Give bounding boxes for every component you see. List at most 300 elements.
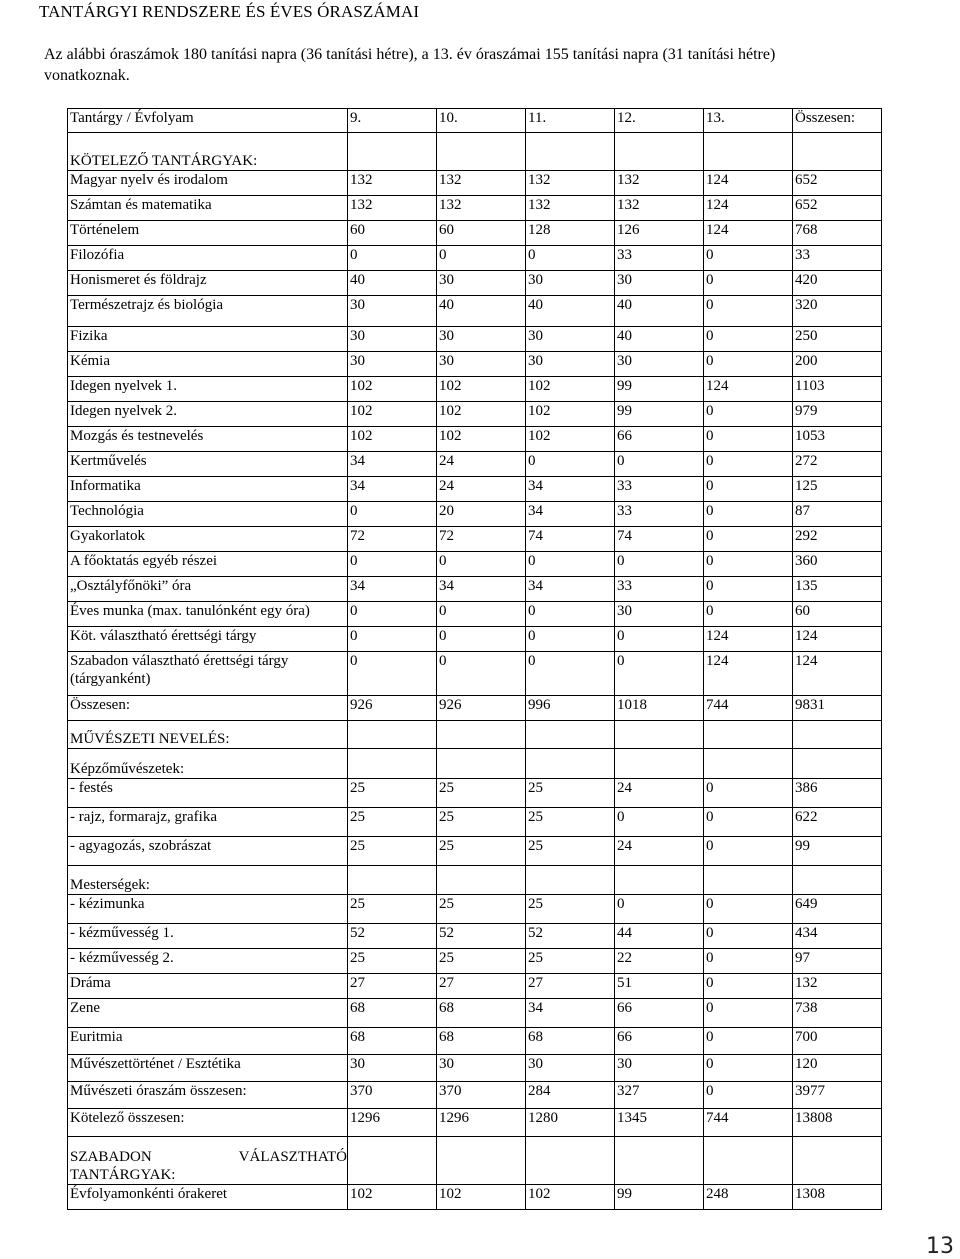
subject-cell: Természetrajz és biológia <box>68 296 348 327</box>
hours-cell: 124 <box>704 196 793 221</box>
hours-cell: 124 <box>793 627 882 652</box>
hours-cell: 1308 <box>793 1185 882 1210</box>
hours-cell: 33 <box>615 577 704 602</box>
hours-cell <box>615 721 704 749</box>
hours-cell: 0 <box>704 602 793 627</box>
hours-cell: 33 <box>615 246 704 271</box>
hours-cell: 68 <box>348 1028 437 1055</box>
header-cell: 11. <box>526 109 615 133</box>
hours-cell: 66 <box>615 1028 704 1055</box>
subject-cell: „Osztályfőnöki” óra <box>68 577 348 602</box>
subject-cell: SZABADON VÁLASZTHATÓ TANTÁRGYAK: <box>68 1137 348 1185</box>
table-row <box>68 837 882 866</box>
hours-cell: 40 <box>615 327 704 352</box>
hours-cell: 34 <box>437 577 526 602</box>
hours-cell: 102 <box>526 1185 615 1210</box>
hours-cell: 0 <box>704 552 793 577</box>
hours-cell: 40 <box>526 296 615 327</box>
hours-cell: 30 <box>348 327 437 352</box>
hours-cell <box>348 721 437 749</box>
hours-cell: 66 <box>615 999 704 1028</box>
hours-cell: 0 <box>348 652 437 696</box>
table-row <box>68 452 882 477</box>
hours-cell: 102 <box>437 427 526 452</box>
hours-cell: 102 <box>348 427 437 452</box>
intro-line-2: vonatkoznak. <box>44 67 130 84</box>
hours-cell: 128 <box>526 221 615 246</box>
hours-cell: 0 <box>348 602 437 627</box>
subject-cell: Idegen nyelvek 2. <box>68 402 348 427</box>
hours-cell: 25 <box>348 949 437 974</box>
subject-cell: - rajz, formarajz, grafika <box>68 808 348 837</box>
hours-cell: 52 <box>526 924 615 949</box>
hours-cell: 979 <box>793 402 882 427</box>
hours-cell: 738 <box>793 999 882 1028</box>
hours-cell: 652 <box>793 171 882 196</box>
header-cell: 13. <box>704 109 793 133</box>
hours-cell: 0 <box>437 246 526 271</box>
hours-cell: 0 <box>704 352 793 377</box>
hours-cell: 30 <box>437 271 526 296</box>
hours-cell: 700 <box>793 1028 882 1055</box>
hours-cell: 132 <box>348 171 437 196</box>
hours-cell: 30 <box>437 327 526 352</box>
hours-cell: 68 <box>437 1028 526 1055</box>
hours-cell: 52 <box>348 924 437 949</box>
subject-cell: Művészettörténet / Esztétika <box>68 1055 348 1082</box>
subject-cell: Mozgás és testnevelés <box>68 427 348 452</box>
subject-cell: Dráma <box>68 974 348 999</box>
hours-cell: 22 <box>615 949 704 974</box>
table-row <box>68 1055 882 1082</box>
hours-cell: 0 <box>348 627 437 652</box>
hours-cell: 124 <box>704 221 793 246</box>
hours-cell <box>704 1137 793 1185</box>
hours-cell: 0 <box>437 627 526 652</box>
hours-cell <box>704 866 793 895</box>
hours-cell: 33 <box>615 477 704 502</box>
subject-cell: Zene <box>68 999 348 1028</box>
hours-cell: 25 <box>437 808 526 837</box>
subject-cell: Összesen: <box>68 696 348 721</box>
hours-cell: 102 <box>348 402 437 427</box>
hours-cell: 132 <box>437 171 526 196</box>
hours-cell: 9831 <box>793 696 882 721</box>
hours-cell <box>615 133 704 171</box>
hours-cell: 0 <box>526 452 615 477</box>
hours-cell: 34 <box>526 477 615 502</box>
table-row <box>68 721 882 749</box>
hours-cell: 649 <box>793 895 882 924</box>
hours-cell: 0 <box>704 1082 793 1109</box>
hours-cell: 25 <box>526 895 615 924</box>
hours-cell: 30 <box>615 352 704 377</box>
table-row <box>68 696 882 721</box>
hours-cell: 30 <box>615 1055 704 1082</box>
hours-cell: 0 <box>704 527 793 552</box>
hours-cell: 0 <box>704 427 793 452</box>
hours-cell: 1018 <box>615 696 704 721</box>
hours-cell <box>704 749 793 779</box>
subject-cell: Fizika <box>68 327 348 352</box>
hours-cell <box>615 1137 704 1185</box>
hours-cell: 0 <box>704 296 793 327</box>
hours-cell <box>437 866 526 895</box>
hours-cell: 68 <box>437 999 526 1028</box>
hours-cell: 0 <box>615 452 704 477</box>
hours-cell: 360 <box>793 552 882 577</box>
table-row <box>68 477 882 502</box>
hours-cell: 25 <box>526 779 615 808</box>
hours-cell: 24 <box>437 452 526 477</box>
hours-cell <box>793 866 882 895</box>
table-row <box>68 1185 882 1210</box>
subject-cell: Évfolyamonkénti órakeret <box>68 1185 348 1210</box>
hours-cell: 1345 <box>615 1109 704 1137</box>
hours-cell: 0 <box>437 652 526 696</box>
table-row <box>68 974 882 999</box>
table-row <box>68 402 882 427</box>
hours-cell: 74 <box>526 527 615 552</box>
subject-cell: - kézimunka <box>68 895 348 924</box>
hours-cell: 652 <box>793 196 882 221</box>
header-row <box>68 109 882 133</box>
hours-cell: 102 <box>348 377 437 402</box>
hours-cell: 34 <box>348 452 437 477</box>
table-row <box>68 377 882 402</box>
subject-cell: A főoktatás egyéb részei <box>68 552 348 577</box>
subject-cell: Filozófia <box>68 246 348 271</box>
subject-cell: - kézművesség 1. <box>68 924 348 949</box>
page-title: TANTÁRGYI RENDSZERE ÉS ÉVES ÓRASZÁMAI <box>39 2 420 21</box>
hours-cell: 1103 <box>793 377 882 402</box>
subject-cell: Művészeti óraszám összesen: <box>68 1082 348 1109</box>
table-row <box>68 577 882 602</box>
hours-cell: 1296 <box>348 1109 437 1137</box>
hours-cell: 25 <box>348 808 437 837</box>
hours-cell: 0 <box>704 477 793 502</box>
hours-cell: 40 <box>348 271 437 296</box>
hours-cell <box>437 1137 526 1185</box>
hours-cell: 30 <box>526 327 615 352</box>
hours-cell: 52 <box>437 924 526 949</box>
subject-cell: - kézművesség 2. <box>68 949 348 974</box>
table-row <box>68 327 882 352</box>
hours-cell <box>437 133 526 171</box>
hours-cell <box>793 721 882 749</box>
hours-cell: 102 <box>348 1185 437 1210</box>
hours-cell: 132 <box>526 171 615 196</box>
hours-cell: 125 <box>793 477 882 502</box>
hours-cell: 34 <box>348 477 437 502</box>
hours-cell: 272 <box>793 452 882 477</box>
hours-cell: 0 <box>615 895 704 924</box>
hours-cell: 30 <box>615 271 704 296</box>
hours-cell: 33 <box>615 502 704 527</box>
table-row <box>68 949 882 974</box>
subject-cell: Számtan és matematika <box>68 196 348 221</box>
hours-cell: 102 <box>437 402 526 427</box>
hours-cell: 74 <box>615 527 704 552</box>
hours-cell: 102 <box>526 402 615 427</box>
hours-cell: 292 <box>793 527 882 552</box>
hours-cell: 44 <box>615 924 704 949</box>
hours-cell: 126 <box>615 221 704 246</box>
hours-cell: 13808 <box>793 1109 882 1137</box>
hours-cell: 24 <box>615 837 704 866</box>
hours-cell: 25 <box>348 779 437 808</box>
hours-cell: 0 <box>704 808 793 837</box>
hours-cell: 66 <box>615 427 704 452</box>
hours-cell: 60 <box>437 221 526 246</box>
hours-cell: 1053 <box>793 427 882 452</box>
header-cell: Tantárgy / Évfolyam <box>68 109 348 133</box>
hours-cell: 370 <box>437 1082 526 1109</box>
hours-cell: 102 <box>437 377 526 402</box>
hours-cell: 51 <box>615 974 704 999</box>
hours-cell: 0 <box>704 577 793 602</box>
hours-cell: 102 <box>526 427 615 452</box>
subject-cell: Euritmia <box>68 1028 348 1055</box>
hours-cell: 768 <box>793 221 882 246</box>
header-cell: 12. <box>615 109 704 133</box>
table-row <box>68 271 882 296</box>
subject-cell: Történelem <box>68 221 348 246</box>
hours-cell: 27 <box>526 974 615 999</box>
subject-cell: Mesterségek: <box>68 866 348 895</box>
hours-cell: 0 <box>704 402 793 427</box>
table-row <box>68 427 882 452</box>
hours-cell: 248 <box>704 1185 793 1210</box>
hours-cell: 0 <box>526 602 615 627</box>
hours-cell: 25 <box>437 837 526 866</box>
hours-cell: 0 <box>615 808 704 837</box>
hours-cell: 40 <box>437 296 526 327</box>
table-row <box>68 627 882 652</box>
hours-cell: 622 <box>793 808 882 837</box>
table-row <box>68 352 882 377</box>
hours-cell: 99 <box>615 1185 704 1210</box>
hours-cell: 0 <box>526 652 615 696</box>
hours-cell: 284 <box>526 1082 615 1109</box>
hours-cell: 34 <box>526 999 615 1028</box>
subject-cell: Éves munka (max. tanulónként egy óra) <box>68 602 348 627</box>
hours-cell: 30 <box>348 352 437 377</box>
table-row <box>68 296 882 327</box>
table-row <box>68 652 882 696</box>
hours-cell: 0 <box>704 246 793 271</box>
hours-cell: 68 <box>526 1028 615 1055</box>
table-row <box>68 808 882 837</box>
table-row <box>68 133 882 171</box>
hours-cell: 0 <box>615 627 704 652</box>
hours-cell: 124 <box>793 652 882 696</box>
hours-cell: 27 <box>348 974 437 999</box>
hours-cell: 40 <box>615 296 704 327</box>
hours-cell: 0 <box>704 837 793 866</box>
subject-cell: Magyar nyelv és irodalom <box>68 171 348 196</box>
hours-cell <box>348 133 437 171</box>
hours-cell: 132 <box>793 974 882 999</box>
hours-cell: 30 <box>348 296 437 327</box>
hours-cell <box>526 721 615 749</box>
subject-cell: - festés <box>68 779 348 808</box>
hours-cell: 102 <box>437 1185 526 1210</box>
hours-cell: 132 <box>348 196 437 221</box>
hours-cell: 0 <box>704 999 793 1028</box>
table-row <box>68 552 882 577</box>
table-row <box>68 1137 882 1185</box>
subject-cell: KÖTELEZŐ TANTÁRGYAK: <box>68 133 348 171</box>
hours-cell: 926 <box>437 696 526 721</box>
table-row <box>68 1109 882 1137</box>
hours-cell <box>348 749 437 779</box>
hours-cell <box>526 749 615 779</box>
subject-cell: Honismeret és földrajz <box>68 271 348 296</box>
hours-cell <box>793 749 882 779</box>
hours-cell: 0 <box>704 949 793 974</box>
table-row <box>68 502 882 527</box>
hours-cell: 0 <box>348 246 437 271</box>
hours-cell: 97 <box>793 949 882 974</box>
hours-cell: 102 <box>526 377 615 402</box>
hours-cell: 0 <box>526 246 615 271</box>
hours-cell: 30 <box>615 602 704 627</box>
hours-cell: 124 <box>704 377 793 402</box>
hours-cell <box>526 866 615 895</box>
table-row <box>68 246 882 271</box>
hours-cell: 30 <box>526 1055 615 1082</box>
hours-cell: 320 <box>793 296 882 327</box>
hours-cell: 30 <box>348 1055 437 1082</box>
table-row <box>68 221 882 246</box>
table-row <box>68 1028 882 1055</box>
header-cell: 10. <box>437 109 526 133</box>
subject-cell: - agyagozás, szobrászat <box>68 837 348 866</box>
hours-cell: 926 <box>348 696 437 721</box>
hours-cell: 132 <box>437 196 526 221</box>
table-row <box>68 1082 882 1109</box>
hours-cell: 68 <box>348 999 437 1028</box>
hours-cell <box>526 1137 615 1185</box>
page-number: 13 <box>926 1234 954 1259</box>
hours-cell: 25 <box>437 949 526 974</box>
subject-cell: Informatika <box>68 477 348 502</box>
hours-cell: 0 <box>437 552 526 577</box>
hours-cell: 20 <box>437 502 526 527</box>
hours-cell: 72 <box>437 527 526 552</box>
subject-cell: Idegen nyelvek 1. <box>68 377 348 402</box>
hours-cell: 0 <box>704 452 793 477</box>
hours-cell: 386 <box>793 779 882 808</box>
hours-cell: 996 <box>526 696 615 721</box>
subject-cell: Köt. választható érettségi tárgy <box>68 627 348 652</box>
hours-cell: 30 <box>526 271 615 296</box>
hours-cell: 25 <box>526 949 615 974</box>
subject-cell: Gyakorlatok <box>68 527 348 552</box>
hours-cell: 0 <box>704 1055 793 1082</box>
hours-cell: 30 <box>437 1055 526 1082</box>
hours-cell: 30 <box>526 352 615 377</box>
subject-cell: Technológia <box>68 502 348 527</box>
hours-cell <box>348 866 437 895</box>
intro-line-1: Az alábbi óraszámok 180 tanítási napra (36 tanítási hétre), a 13. év óraszámai 155 tanítási napra (31 tanítási hétre) <box>44 46 776 63</box>
hours-cell: 25 <box>526 837 615 866</box>
hours-cell: 34 <box>526 577 615 602</box>
hours-cell <box>704 133 793 171</box>
table-row <box>68 779 882 808</box>
hours-cell: 25 <box>526 808 615 837</box>
hours-cell: 370 <box>348 1082 437 1109</box>
hours-cell: 434 <box>793 924 882 949</box>
hours-cell: 0 <box>526 552 615 577</box>
hours-cell: 25 <box>348 895 437 924</box>
hours-cell: 99 <box>793 837 882 866</box>
hours-cell: 0 <box>704 271 793 296</box>
hours-cell: 34 <box>526 502 615 527</box>
hours-cell: 0 <box>704 924 793 949</box>
intro-paragraph <box>39 44 959 86</box>
hours-cell: 0 <box>704 1028 793 1055</box>
hours-cell: 0 <box>348 502 437 527</box>
hours-cell: 120 <box>793 1055 882 1082</box>
hours-cell: 0 <box>704 502 793 527</box>
hours-cell: 124 <box>704 171 793 196</box>
hours-cell <box>793 1137 882 1185</box>
hours-cell: 0 <box>526 627 615 652</box>
subject-cell: Szabadon választható érettségi tárgy (tárgyanként) <box>68 652 348 696</box>
table-row <box>68 527 882 552</box>
header-cell: 9. <box>348 109 437 133</box>
hours-cell <box>348 1137 437 1185</box>
hours-cell: 0 <box>704 327 793 352</box>
hours-cell: 132 <box>615 171 704 196</box>
hours-cell: 25 <box>437 779 526 808</box>
hours-cell: 132 <box>615 196 704 221</box>
hours-cell: 135 <box>793 577 882 602</box>
hours-cell: 0 <box>704 779 793 808</box>
hours-cell: 25 <box>348 837 437 866</box>
table-row <box>68 749 882 779</box>
hours-cell <box>526 133 615 171</box>
hours-cell <box>793 133 882 171</box>
hours-cell: 33 <box>793 246 882 271</box>
hours-cell: 60 <box>793 602 882 627</box>
hours-cell: 0 <box>348 552 437 577</box>
hours-cell: 132 <box>526 196 615 221</box>
table-row <box>68 602 882 627</box>
table-row <box>68 171 882 196</box>
hours-cell: 60 <box>348 221 437 246</box>
hours-cell <box>615 866 704 895</box>
table-row <box>68 196 882 221</box>
hours-cell: 250 <box>793 327 882 352</box>
hours-cell: 327 <box>615 1082 704 1109</box>
subject-cell: Képzőművészetek: <box>68 749 348 779</box>
hours-cell: 87 <box>793 502 882 527</box>
hours-cell <box>704 721 793 749</box>
hours-cell: 24 <box>437 477 526 502</box>
hours-cell: 1296 <box>437 1109 526 1137</box>
hours-cell: 99 <box>615 402 704 427</box>
hours-cell: 25 <box>437 895 526 924</box>
hours-cell: 3977 <box>793 1082 882 1109</box>
hours-cell: 0 <box>704 974 793 999</box>
hours-cell: 0 <box>704 895 793 924</box>
table-row <box>68 999 882 1028</box>
hours-cell <box>615 749 704 779</box>
hours-cell: 1280 <box>526 1109 615 1137</box>
